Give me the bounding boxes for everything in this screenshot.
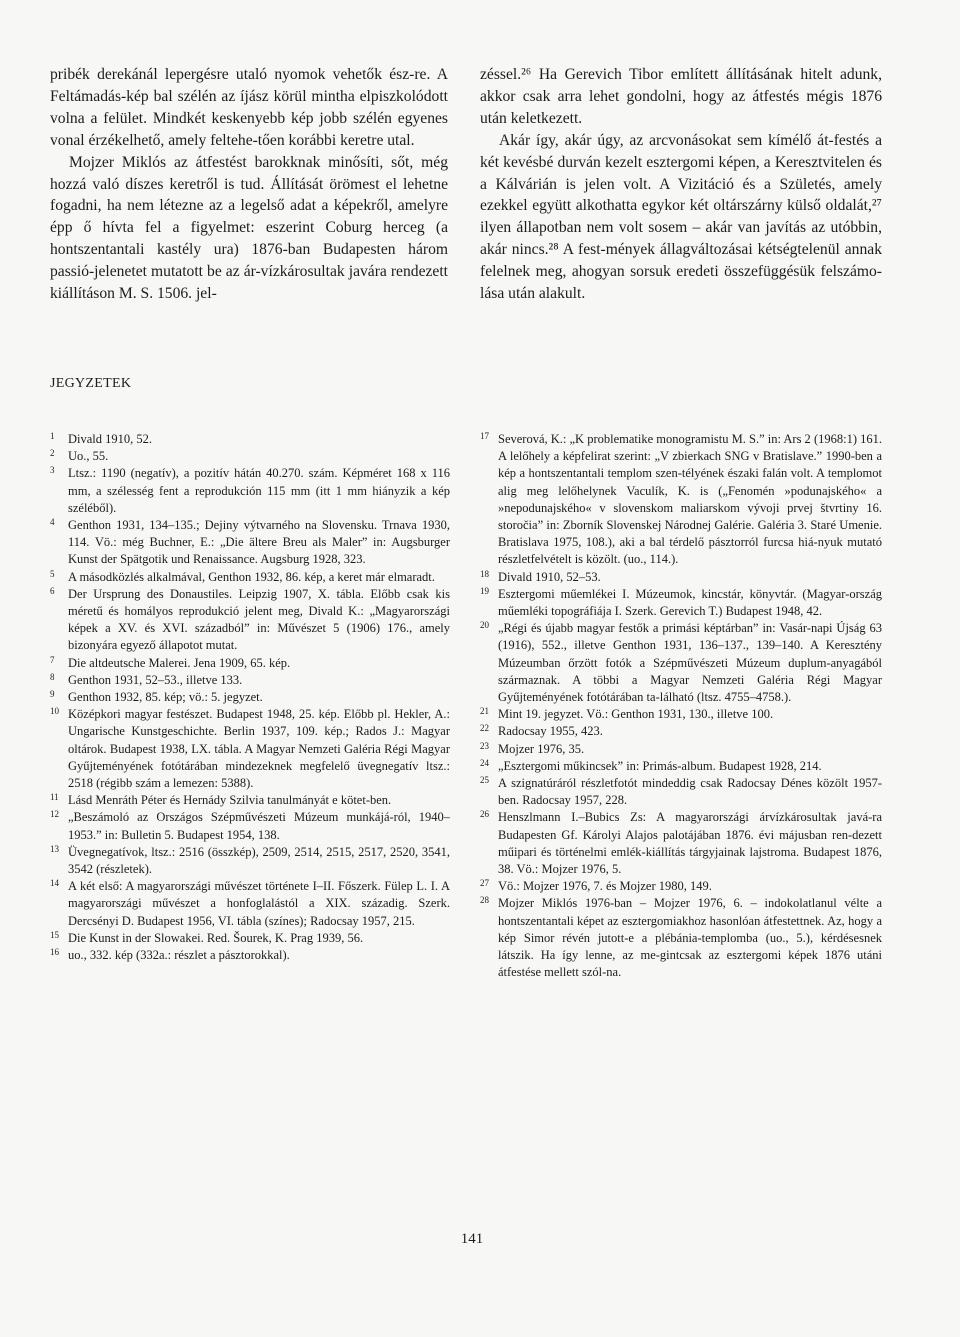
footnote xyxy=(480,758,882,775)
footnote xyxy=(50,947,450,964)
footnote-number: 16 xyxy=(50,947,59,958)
footnote-text: Lásd Menráth Péter és Hernády Szilvia tanulmányát e kötet-ben. xyxy=(68,793,392,808)
footnote-text: Die altdeutsche Malerei. Jena 1909, 65. kép. xyxy=(68,655,291,670)
footnote-number: 1 xyxy=(50,431,55,441)
body-column-right xyxy=(480,64,882,305)
footnote xyxy=(50,930,450,947)
footnote-text: A két első: A magyarországi művészet története I–II. Főszerk. Fülep L. I. A magyarországi művészet a honfoglalástól a XIX. századig. Szerk. Dercsényi D. Budapest 1956, VI. tábla (színes); Radocsay 1957, 215. xyxy=(68,879,450,928)
footnote-text: Mojzer 1976, 35. xyxy=(498,741,585,756)
footnote-number: 14 xyxy=(50,878,59,889)
footnote-number: 2 xyxy=(50,448,55,459)
footnote-number: 11 xyxy=(50,792,59,803)
footnote xyxy=(50,878,450,930)
body-paragraph: pribék derekánál lepergésre utaló nyomok vehetők ész-re. A Feltámadás-kép bal szélén az íjász körül mintha elpiszkolódott volna a felület. Mindkét keskenyebb kép jobb szélén egyenes vonal érzékelhető, amely feltehe-tően korábbi keretre utal. xyxy=(50,66,448,149)
footnote-text: Henszlmann I.–Bubics Zs: A magyarországi árvízkárosultak javá-ra Budapesten Gf. Károlyi Alajos palotájában 1876. évi májusban ren-dezett műipari és történelmi emlék-kiállítás tárgyjainak lajstroma. Budapest 1876, 38. Vö.: Mojzer 1976, 5. xyxy=(498,810,882,877)
footnote-text: A másodközlés alkalmával, Genthon 1932, 86. kép, a keret már elmaradt. xyxy=(68,569,435,584)
footnote xyxy=(480,706,882,723)
footnote xyxy=(480,741,882,758)
footnote xyxy=(50,586,450,655)
footnote-number: 22 xyxy=(480,723,489,734)
footnote-number: 20 xyxy=(480,620,489,631)
notes-heading: JEGYZETEK xyxy=(50,376,132,391)
footnote xyxy=(50,792,450,809)
footnote-text: Genthon 1931, 52–53., illetve 133. xyxy=(68,672,243,687)
footnote-text: Die Kunst in der Slowakei. Red. Šourek, K. Prag 1939, 56. xyxy=(68,930,364,945)
footnote xyxy=(480,895,882,981)
footnote xyxy=(480,878,882,895)
footnote-number: 6 xyxy=(50,585,55,596)
footnote xyxy=(50,672,450,689)
footnote xyxy=(50,431,450,448)
footnote xyxy=(50,448,450,465)
footnote-number: 3 xyxy=(50,465,55,476)
footnote-text: Üvegnegatívok, ltsz.: 2516 (összkép), 2509, 2514, 2515, 2517, 2520, 3541, 3542 (részletek). xyxy=(68,844,450,877)
footnote-text: Divald 1910, 52–53. xyxy=(498,569,601,584)
page-number: 141 xyxy=(460,1231,484,1247)
footnote-text: uo., 332. kép (332a.: részlet a pásztorokkal). xyxy=(68,948,290,963)
footnote xyxy=(480,809,882,878)
footnote-number: 21 xyxy=(480,706,489,717)
footnote-text: Divald 1910, 52. xyxy=(68,432,153,446)
body-column-left xyxy=(50,64,448,305)
footnote xyxy=(50,706,450,792)
footnote xyxy=(480,775,882,809)
footnote xyxy=(480,620,882,706)
footnote xyxy=(480,723,882,740)
footnote-text: Genthon 1932, 85. kép; vö.: 5. jegyzet. xyxy=(68,690,263,705)
footnote-text: „Régi és újabb magyar festők a primási képtárban” in: Vasár-napi Újság 63 (1916), 552., illetve Genthon 1931, 136–137., 139–140. A Keresztény Múzeumban őrzött fotók a Szépművészeti Múzeum duplum-anyagából származnak. A többi a Magyar Nemzeti Galéria Régi Magyar Gyűjteményének fotótárában ta-lálható (ltsz. 4755–4758.). xyxy=(498,621,882,705)
footnote-text: Ltsz.: 1190 (negatív), a pozitív hátán 40.270. szám. Képméret 168 x 116 mm, a szélesség fent a reprodukción 115 mm (itt 1 mm hiányzik a kép széléből). xyxy=(68,466,450,515)
footnote-number: 28 xyxy=(480,895,489,906)
notes-column-left xyxy=(50,431,450,964)
footnote-text: Radocsay 1955, 423. xyxy=(498,724,603,739)
footnote-number: 26 xyxy=(480,809,489,820)
body-paragraph: Akár így, akár úgy, az arcvonásokat sem kímélő át-festés a két kevésbé durván kezelt esztergomi képen, a Keresztvitelen és a Kálvárián is jelen volt. A Vizitáció és a Születés, amely ezekkel együtt alkothatta egykor két oltárszárny külső oldalát,²⁷ ilyen állapotban nem volt sosem – akár van javítás az utóbbin, akár nincs.²⁸ A fest-mények állagváltozásai kétségtelenül annak felelnek meg, ahogyan sorsuk eredeti összefüggésük felszámo-lása után alakult. xyxy=(480,131,882,303)
footnote-number: 27 xyxy=(480,878,489,889)
footnote xyxy=(480,569,882,586)
notes-column-right xyxy=(480,431,882,982)
footnote xyxy=(50,517,450,569)
footnote xyxy=(480,586,882,620)
footnote-text: Középkori magyar festészet. Budapest 1948, 25. kép. Előbb pl. Hekler, A.: Ungarische Kunstgeschichte. Berlin 1937, 109. kép.; Rados J.: Magyar oltárok. Budapest 1938, LX. tábla. A Magyar Nemzeti Galéria Régi Magyar Gyűjteményének fotótárában mindezeknek megfelelő üvegnegatív ltsz.: 2518 (régibb szám a lemezen: 5388). xyxy=(68,707,450,791)
footnote-number: 4 xyxy=(50,517,55,528)
footnote-number: 8 xyxy=(50,671,55,682)
footnote-number: 18 xyxy=(480,568,489,579)
footnote-number: 24 xyxy=(480,757,489,768)
footnote-text: „Beszámoló az Országos Szépművészeti Múzeum munkájá-ról, 1940–1953.” in: Bulletin 5. Budapest 1954, 138. xyxy=(68,810,450,842)
footnote-number: 5 xyxy=(50,568,55,579)
footnote xyxy=(50,569,450,586)
footnote-number: 9 xyxy=(50,689,55,700)
footnote-number: 7 xyxy=(50,654,55,665)
footnote-number: 17 xyxy=(480,431,489,441)
body-paragraph: Mojzer Miklós az átfestést barokknak minősíti, sőt, még hozzá való díszes keretről is tud. Állítását örömest el lehetne fogadni, ha nem létezne az a legelső adat a képekről, amelyre épp ő hívta fel a figyelmet: eszerint Coburg herceg (a hontszentantali kastély ura) 1876-ban Budapesten három passió-jelenetet mutatott be az ár-vízkárosultak javára rendezett kiállításon M. S. 1506. jel- xyxy=(50,153,448,303)
footnote-number: 25 xyxy=(480,775,489,786)
footnote-text: Der Ursprung des Donaustiles. Leipzig 1907, X. tábla. Előbb csak kis méretű és homályos reprodukció jelent meg, Divald K.: „Magyarországi képek a XV. és XVI. századból” in: Művészet 5 (1906) 176., amely bizonyára egyező állapotot mutat. xyxy=(68,586,450,653)
footnote-text: A szignatúráról részletfotót mindeddig csak Radocsay Dénes közölt 1957-ben. Radocsay 1957, 228. xyxy=(498,776,882,808)
footnote xyxy=(50,689,450,706)
footnote-text: „Esztergomi műkincsek” in: Primás-album. Budapest 1928, 214. xyxy=(498,758,822,773)
footnote-text: Mojzer Miklós 1976-ban – Mojzer 1976, 6. – indokolatlanul vélte a hontszentantali képet az esztergomiakhoz hasonlóan átfestettnek. Az, hogy a kép Simor révén jutott-e a plébánia-templomba (uo., 5.), kérdésesnek látszik. Ha így lenne, az me-gintcsak az esztergomi képek 1876 utáni átfestése mellett szól-na. xyxy=(498,896,882,980)
footnote xyxy=(50,465,450,517)
footnote-text: Severová, K.: „K problematike monogramistu M. S.” in: Ars 2 (1968:1) 161. A lelőhely a képfelirat szerint: „V zbierkach SNG v Bratislave.” 1990-ben a kép a hontszentantali templom szen-télyének északi falán volt. A templomot alig meg lelőhelynek Vaculík, K. is („Fenomén »podunajského« a »nepodunajského« v slovenskom maliarskom vývoji prvej štvrtiny 16. storočia” in: Zborník Slovenskej Národnej Galérie. Galéria 3. Staré Umenie. Bratislava 1975, 108.), aki a bal térdelő pásztorról furcsa hiá-nyuk mutató részletfelvételt is közölt. (uo., 114.). xyxy=(498,432,882,567)
footnote xyxy=(50,844,450,878)
footnote-text: Mint 19. jegyzet. Vö.: Genthon 1931, 130., illetve 100. xyxy=(498,707,774,722)
footnote-number: 13 xyxy=(50,843,59,854)
footnote xyxy=(50,655,450,672)
footnote-number: 23 xyxy=(480,740,489,751)
footnote-text: Vö.: Mojzer 1976, 7. és Mojzer 1980, 149. xyxy=(498,879,712,894)
footnote xyxy=(480,431,882,569)
footnote-text: Genthon 1931, 134–135.; Dejiny výtvarného na Slovensku. Trnava 1930, 114. Vö.: még Buchner, E.: „Die ältere Breu als Maler” in: Augsburger Kunst der Spätgotik und Renaissance. Augsburg 1928, 323. xyxy=(68,518,450,567)
footnote-text: Uo., 55. xyxy=(68,449,109,464)
footnote-text: Esztergomi műemlékei I. Múzeumok, kincstár, könyvtár. (Magyar-ország műemléki topográfiája I. Szerk. Gerevich T.) Budapest 1948, 42. xyxy=(498,586,882,619)
body-paragraph: zéssel.²⁶ Ha Gerevich Tibor említett állításának hitelt adunk, akkor csak arra lehet gondolni, hogy az átfestés mégis 1876 után keletkezett. xyxy=(480,66,882,127)
footnote-number: 15 xyxy=(50,929,59,940)
footnote-number: 19 xyxy=(480,585,489,596)
footnote-number: 12 xyxy=(50,809,59,820)
footnote xyxy=(50,809,450,843)
footnote-number: 10 xyxy=(50,706,59,717)
